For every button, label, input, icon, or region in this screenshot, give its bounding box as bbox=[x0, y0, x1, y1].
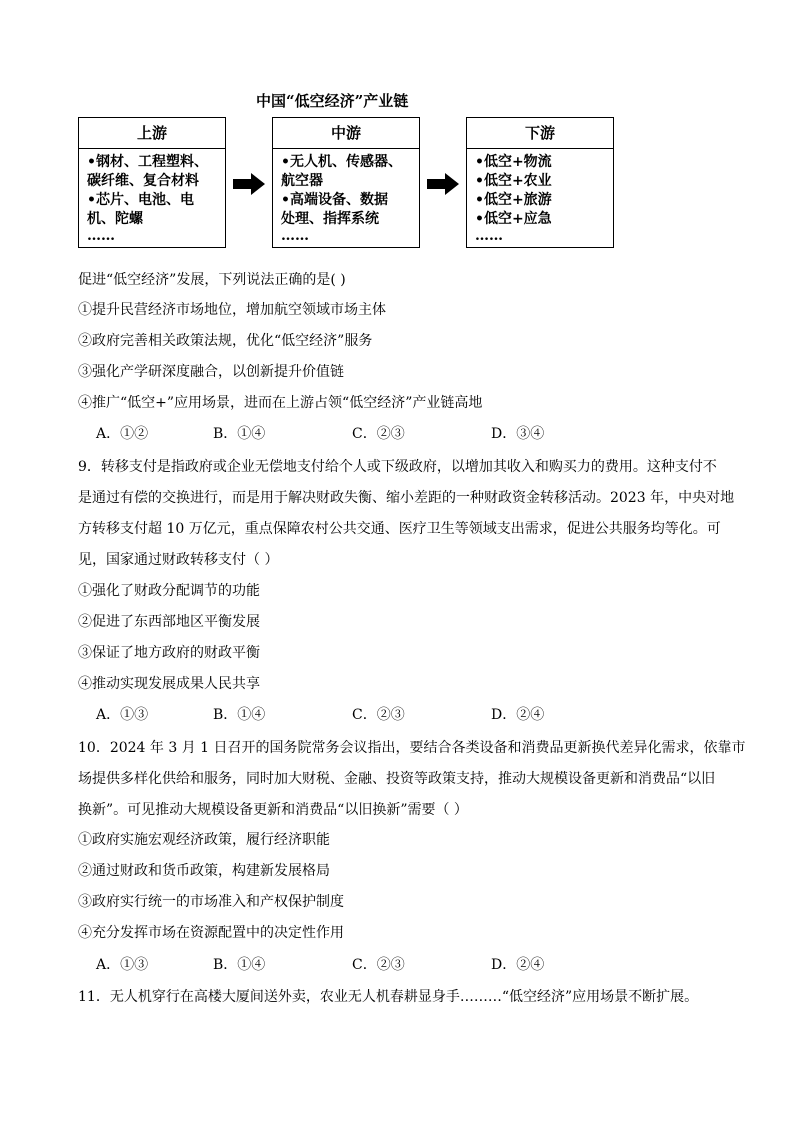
q8-item-2: ②政府完善相关政策法规，优化“低空经济”服务 bbox=[78, 333, 373, 349]
option-d[interactable]: D．②④ bbox=[491, 957, 545, 973]
option-b[interactable]: B．①④ bbox=[213, 957, 266, 973]
diagram-title: 中国“低空经济”产业链 bbox=[256, 92, 409, 110]
right-arrow-icon bbox=[233, 173, 265, 195]
option-d[interactable]: D．②④ bbox=[491, 707, 545, 723]
midstream-line: •无人机、传感器、 bbox=[281, 154, 402, 170]
downstream-line: •低空+农业 bbox=[475, 173, 552, 189]
q9-stem-line: 见，国家通过财政转移支付（ ） bbox=[78, 552, 279, 568]
option-d[interactable]: D．③④ bbox=[491, 426, 545, 442]
q10-item-4: ④充分发挥市场在资源配置中的决定性作用 bbox=[78, 925, 344, 941]
q10-item-1: ①政府实施宏观经济政策，履行经济职能 bbox=[78, 832, 330, 848]
downstream-head: 下游 bbox=[467, 118, 613, 149]
downstream-body bbox=[467, 149, 613, 243]
q9-item-3: ③保证了地方政府的财政平衡 bbox=[78, 645, 260, 661]
q11-stem: 11．无人机穿行在高楼大厦间送外卖，农业无人机春耕显身手………“低空经济”应用场景不断扩展。 bbox=[78, 989, 699, 1005]
midstream-head: 中游 bbox=[273, 118, 419, 149]
midstream-line: 处理、指挥系统 bbox=[281, 211, 379, 227]
midstream-box bbox=[272, 117, 420, 248]
downstream-line: •低空+应急 bbox=[475, 211, 552, 227]
upstream-line: 碳纤维、复合材料 bbox=[87, 173, 199, 189]
q10-item-3: ③政府实行统一的市场准入和产权保护制度 bbox=[78, 894, 344, 910]
right-arrow-icon bbox=[427, 173, 459, 195]
option-a[interactable]: A．①② bbox=[96, 426, 149, 442]
option-b[interactable]: B．①④ bbox=[213, 426, 266, 442]
q8-stem: 促进“低空经济”发展，下列说法正确的是( ) bbox=[78, 272, 346, 288]
upstream-line: …… bbox=[87, 228, 115, 244]
option-b[interactable]: B．①④ bbox=[213, 707, 266, 723]
q10-stem-line: 场提供多样化供给和服务，同时加大财税、金融、投资等政策支持，推动大规模设备更新和消费品“以旧 bbox=[78, 771, 716, 787]
upstream-line: •钢材、工程塑料、 bbox=[87, 154, 208, 170]
q9-stem-line: 方转移支付超 10 万亿元，重点保障农村公共交通、医疗卫生等领域支出需求，促进公共服务均等化。可 bbox=[78, 521, 721, 537]
q9-item-2: ②促进了东西部地区平衡发展 bbox=[78, 614, 260, 630]
q9-stem bbox=[78, 452, 735, 576]
upstream-body bbox=[79, 149, 225, 243]
downstream-line: •低空+旅游 bbox=[475, 192, 552, 208]
upstream-line: •芯片、电池、电 bbox=[87, 192, 194, 208]
q10-stem-line: 10．2024 年 3 月 1 日召开的国务院常务会议指出，要结合各类设备和消费品更新换代差异化需求，依靠市 bbox=[78, 740, 746, 756]
q8-item-4: ④推广“低空+”应用场景，进而在上游占领“低空经济”产业链高地 bbox=[78, 395, 483, 411]
q9-stem-line: 9．转移支付是指政府或企业无偿地支付给个人或下级政府，以增加其收入和购买力的费用。这种支付不 bbox=[78, 459, 717, 475]
q8-item-1: ①提升民营经济市场地位，增加航空领域市场主体 bbox=[78, 302, 386, 318]
midstream-line: •高端设备、数据 bbox=[281, 192, 388, 208]
q9-stem-line: 是通过有偿的交换进行，而是用于解决财政失衡、缩小差距的一种财政资金转移活动。2023 年，中央对地 bbox=[78, 490, 735, 506]
downstream-line: …… bbox=[475, 228, 503, 244]
midstream-line: …… bbox=[281, 228, 309, 244]
option-c[interactable]: C．②③ bbox=[352, 707, 405, 723]
downstream-box bbox=[466, 117, 614, 248]
q10-stem bbox=[78, 733, 746, 826]
downstream-line: •低空+物流 bbox=[475, 154, 552, 170]
q8-item-3: ③强化产学研深度融合，以创新提升价值链 bbox=[78, 364, 344, 380]
option-a[interactable]: A．①③ bbox=[96, 707, 149, 723]
option-c[interactable]: C．②③ bbox=[352, 957, 405, 973]
q10-stem-line: 换新”。可见推动大规模设备更新和消费品“以旧换新”需要（ ） bbox=[78, 802, 468, 818]
upstream-line: 机、陀螺 bbox=[87, 211, 143, 227]
option-c[interactable]: C．②③ bbox=[352, 426, 405, 442]
q9-item-1: ①强化了财政分配调节的功能 bbox=[78, 583, 260, 599]
upstream-box bbox=[78, 117, 226, 248]
upstream-head: 上游 bbox=[79, 118, 225, 149]
midstream-body bbox=[273, 149, 419, 243]
q9-item-4: ④推动实现发展成果人民共享 bbox=[78, 676, 260, 692]
midstream-line: 航空器 bbox=[281, 173, 323, 189]
q10-item-2: ②通过财政和货币政策，构建新发展格局 bbox=[78, 863, 330, 879]
option-a[interactable]: A．①③ bbox=[96, 957, 149, 973]
